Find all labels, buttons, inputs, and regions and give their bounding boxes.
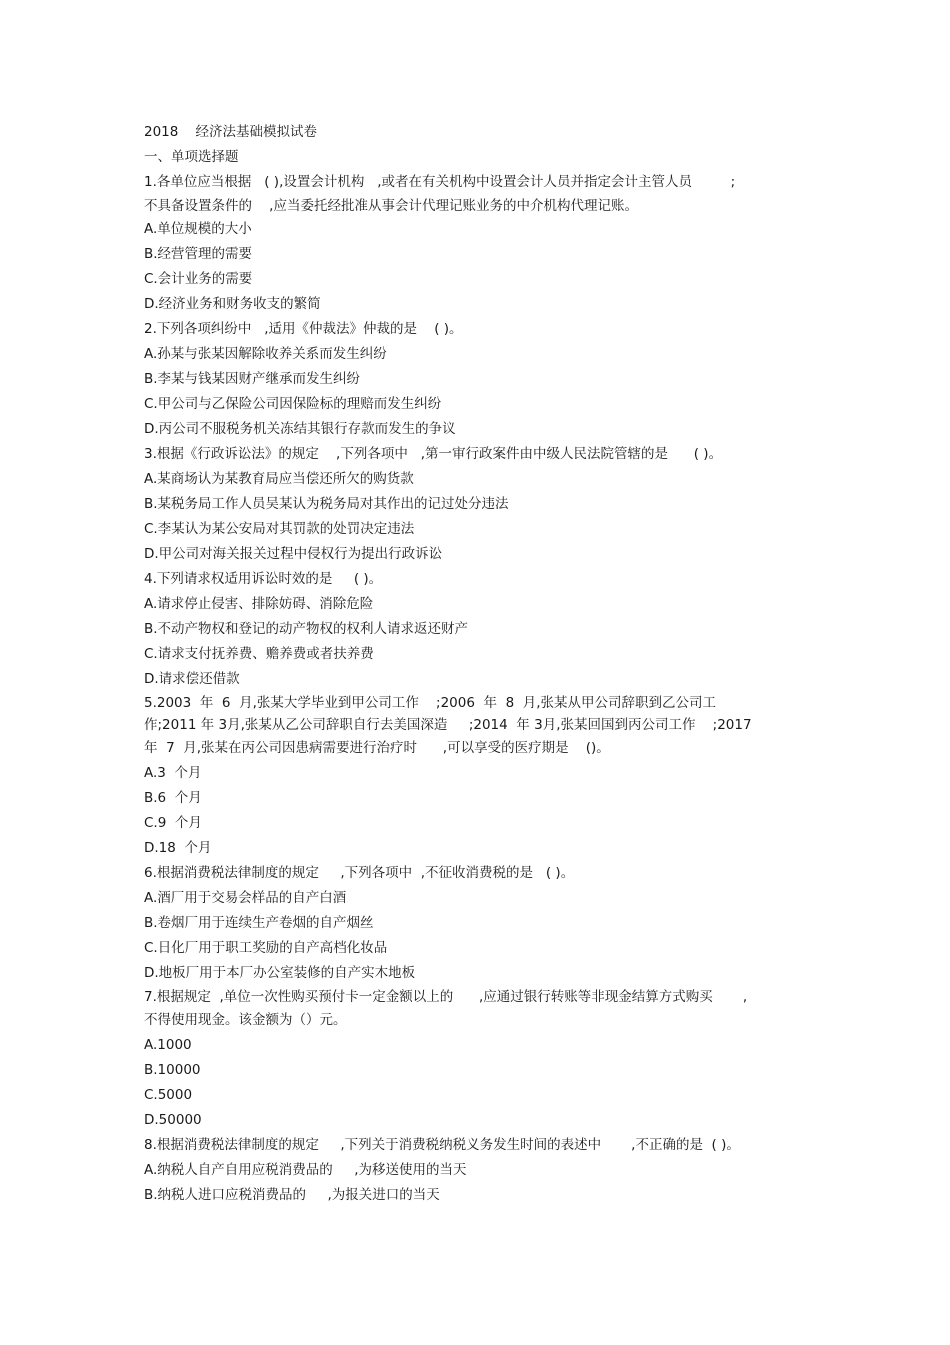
question-1-stem-cont: 不具备设置条件的 ,应当委托经批准从事会计代理记账业务的中介机构代理记账。 [144,198,638,214]
question-4-option-b: B.不动产物权和登记的动产物权的权利人请求返还财产 [144,621,469,637]
document-title: 2018 经济法基础模拟试卷 [144,124,318,140]
question-4-option-d: D.请求偿还借款 [144,671,240,687]
question-3-option-a: A.某商场认为某教育局应当偿还所欠的购货款 [144,471,414,487]
document-page [144,120,824,1208]
question-6-option-d: D.地板厂用于本厂办公室装修的自产实木地板 [144,965,416,981]
question-1-option-a: A.单位规模的大小 [144,221,252,237]
question-4-option-a: A.请求停止侵害、排除妨碍、消除危险 [144,596,374,612]
question-5-option-a: A.3 个月 [144,765,202,781]
question-3-stem: 3.根据《行政诉讼法》的规定 ,下列各项中 ,第一审行政案件由中级人民法院管辖的是 ( )。 [144,446,723,462]
question-2-option-c: C.甲公司与乙保险公司因保险标的理赔而发生纠纷 [144,396,442,412]
question-2-option-a: A.孙某与张某因解除收养关系而发生纠纷 [144,346,387,362]
question-1-option-d: D.经济业务和财务收支的繁简 [144,296,321,312]
question-3-option-b: B.某税务局工作人员吴某认为税务局对其作出的记过处分违法 [144,496,509,512]
question-6-option-c: C.日化厂用于职工奖励的自产高档化妆品 [144,940,388,956]
question-2-option-b: B.李某与钱某因财产继承而发生纠纷 [144,371,361,387]
question-7-option-d: D.50000 [144,1112,202,1128]
question-5-option-c: C.9 个月 [144,815,202,831]
question-5-option-b: B.6 个月 [144,790,202,806]
question-7-option-a: A.1000 [144,1037,192,1053]
question-5-stem: 5.2003 年 6 月,张某大学毕业到甲公司工作 ;2006 年 8 月,张某从甲公司辞职到乙公司工 [144,695,717,711]
question-7-stem: 7.根据规定 ,单位一次性购买预付卡一定金额以上的 ,应通过银行转账等非现金结算方式购买 , [144,989,748,1005]
question-4-stem: 4.下列请求权适用诉讼时效的是 ( )。 [144,571,383,587]
question-3-option-d: D.甲公司对海关报关过程中侵权行为提出行政诉讼 [144,546,443,562]
question-8-stem: 8.根据消费税法律制度的规定 ,下列关于消费税纳税义务发生时间的表述中 ,不正确的是 ( )。 [144,1137,740,1153]
question-7-stem-cont: 不得使用现金。该金额为（）元。 [144,1012,347,1028]
question-4-option-c: C.请求支付抚养费、赡养费或者扶养费 [144,646,374,662]
question-2-option-d: D.丙公司不服税务机关冻结其银行存款而发生的争议 [144,421,456,437]
question-6-option-a: A.酒厂用于交易会样品的自产白酒 [144,890,347,906]
question-8-option-a: A.纳税人自产自用应税消费品的 ,为移送使用的当天 [144,1162,467,1178]
question-8-option-b: B.纳税人进口应税消费品的 ,为报关进口的当天 [144,1187,440,1203]
question-5-option-d: D.18 个月 [144,840,212,856]
section-heading: 一、单项选择题 [144,149,239,165]
question-6-option-b: B.卷烟厂用于连续生产卷烟的自产烟丝 [144,915,374,931]
question-3-option-c: C.李某认为某公安局对其罚款的处罚决定违法 [144,521,415,537]
question-6-stem: 6.根据消费税法律制度的规定 ,下列各项中 ,不征收消费税的是 ( )。 [144,865,575,881]
question-1-stem: 1.各单位应当根据 ( ),设置会计机构 ,或者在有关机构中设置会计人员并指定会计主管人员 ; [144,174,736,190]
question-5-stem-cont-2: 年 7 月,张某在丙公司因患病需要进行治疗时 ,可以享受的医疗期是 ()。 [144,740,610,756]
question-2-stem: 2.下列各项纠纷中 ,适用《仲裁法》仲裁的是 ( )。 [144,321,463,337]
question-7-option-c: C.5000 [144,1087,193,1103]
question-1-option-b: B.经营管理的需要 [144,246,253,262]
question-1-option-c: C.会计业务的需要 [144,271,253,287]
question-5-stem-cont-1: 作;2011 年 3月,张某从乙公司辞职自行去美国深造 ;2014 年 3月,张某回国到丙公司工作 ;2017 [144,717,752,733]
question-7-option-b: B.10000 [144,1062,201,1078]
